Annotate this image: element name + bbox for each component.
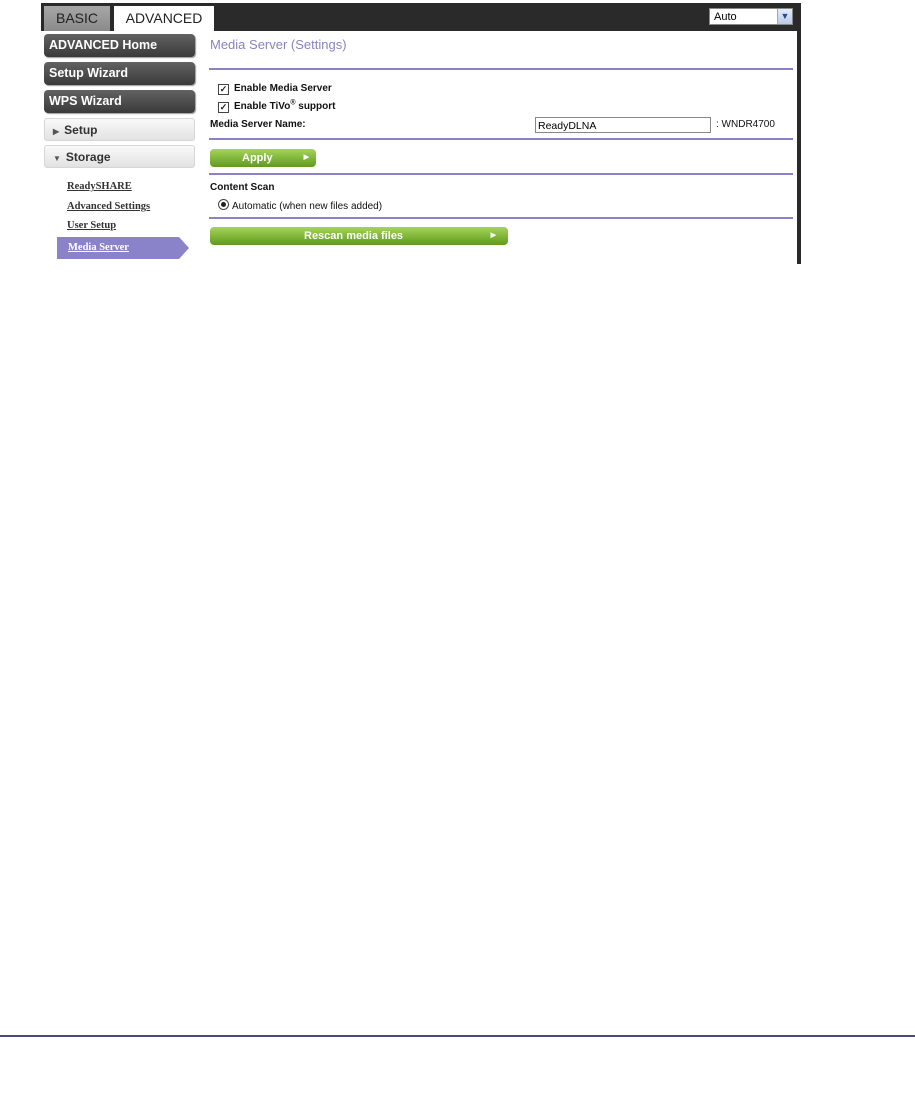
triangle-right-icon: ▶ <box>490 232 496 239</box>
sidebar-link-readyshare[interactable]: ReadySHARE <box>67 181 132 192</box>
sidebar-link-advanced-settings[interactable]: Advanced Settings <box>67 201 151 212</box>
enable-media-server-checkbox[interactable]: ✓ <box>219 84 228 94</box>
enable-media-server-row <box>218 83 332 95</box>
apply-button[interactable] <box>210 149 316 167</box>
divider <box>209 217 793 219</box>
sidebar-section-setup[interactable] <box>44 118 195 141</box>
sidebar-link-media-server[interactable] <box>57 237 179 259</box>
enable-tivo-label: Enable TiVo® support <box>234 100 336 113</box>
sidebar-section-label: Setup <box>64 123 98 137</box>
sidebar <box>41 31 206 264</box>
automatic-scan-label: Automatic (when new files added) <box>232 201 383 212</box>
tab-advanced[interactable]: ADVANCED <box>114 6 214 33</box>
apply-button-label: Apply <box>242 152 273 164</box>
enable-tivo-checkbox[interactable]: ✓ <box>219 102 228 113</box>
divider <box>209 138 793 140</box>
advanced-home-button[interactable]: ADVANCED Home <box>44 34 195 57</box>
enable-tivo-row <box>218 100 335 113</box>
rescan-button-label: Rescan media files <box>304 230 404 242</box>
sidebar-link-user-setup[interactable]: User Setup <box>67 220 117 231</box>
active-indicator <box>179 237 189 259</box>
chevron-down-icon[interactable]: ▼ <box>777 9 792 24</box>
automatic-scan-row <box>218 199 382 212</box>
page-title: Media Server (Settings) <box>210 37 347 52</box>
router-admin-window <box>41 3 801 264</box>
main-panel <box>206 31 797 264</box>
enable-media-server-label: Enable Media Server <box>234 83 332 94</box>
wps-wizard-button[interactable]: WPS Wizard <box>44 90 195 113</box>
sidebar-link-label: Media Server <box>68 242 129 253</box>
setup-wizard-button[interactable]: Setup Wizard <box>44 62 195 85</box>
triangle-right-icon: ▶ <box>303 154 309 161</box>
footer-divider <box>0 1035 915 1037</box>
media-server-name-input[interactable]: ReadyDLNA <box>535 117 711 133</box>
tab-basic[interactable]: BASIC <box>44 6 110 31</box>
language-select-value: Auto <box>714 11 737 23</box>
sidebar-section-label: Storage <box>65 150 111 164</box>
sidebar-section-storage[interactable] <box>44 145 195 168</box>
automatic-scan-radio[interactable] <box>218 199 229 210</box>
media-server-name-label: Media Server Name: <box>210 119 306 130</box>
media-server-name-suffix: : WNDR4700 <box>716 119 775 130</box>
divider <box>209 173 793 175</box>
content-scan-label: Content Scan <box>210 182 275 193</box>
triangle-down-icon: ▼ <box>53 154 61 163</box>
divider <box>209 68 793 70</box>
triangle-right-icon: ▶ <box>53 127 60 136</box>
language-select[interactable] <box>709 8 793 25</box>
rescan-media-files-button[interactable] <box>210 227 508 245</box>
